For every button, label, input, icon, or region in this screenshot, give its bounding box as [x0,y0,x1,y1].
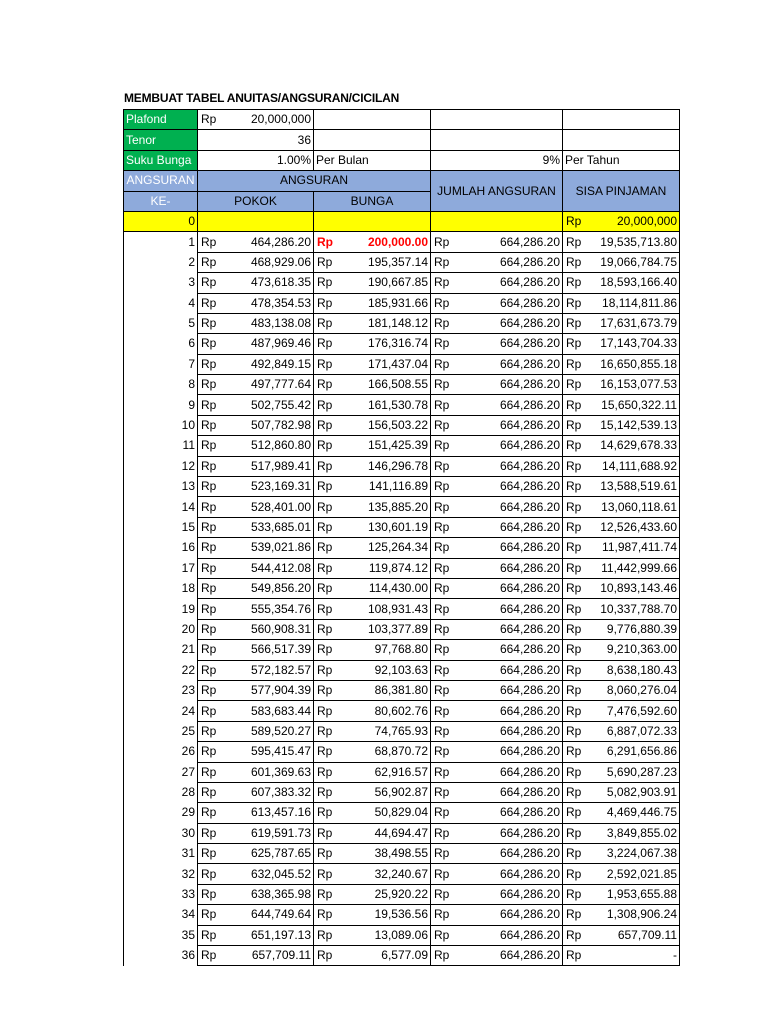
sisa-cell[interactable]: Rp 5,690,287.23 [563,762,680,782]
pokok-cell[interactable]: Rp 487,969.46 [198,334,314,354]
sisa-cell[interactable]: Rp 1,308,906.24 [563,905,680,925]
table-row [124,660,680,680]
row-number[interactable]: 33 [124,884,198,904]
pokok-cell[interactable]: Rp 607,383.32 [198,782,314,802]
table-row [124,823,680,843]
bunga-cell[interactable]: Rp 19,536.56 [314,905,431,925]
pokok-cell[interactable]: Rp 589,520.27 [198,721,314,741]
bunga-cell[interactable]: Rp 195,357.14 [314,252,431,272]
pokok-cell[interactable]: Rp 619,591.73 [198,823,314,843]
pokok-cell[interactable]: Rp 468,929.06 [198,252,314,272]
table-row [124,905,680,925]
row-tenor [124,130,680,150]
bunga-cell[interactable]: Rp 166,508.55 [314,375,431,395]
row-number[interactable]: 11 [124,436,198,456]
jumlah-cell[interactable]: Rp 664,286.20 [431,680,563,700]
jumlah-cell[interactable]: Rp 664,286.20 [431,864,563,884]
row-number[interactable]: 5 [124,313,198,333]
sisa-cell[interactable]: Rp 19,535,713.80 [563,232,680,252]
pokok-cell[interactable]: Rp 572,182.57 [198,660,314,680]
bunga-cell[interactable]: Rp 56,902.87 [314,782,431,802]
row-number[interactable]: 1 [124,232,198,252]
jumlah-cell[interactable]: Rp 664,286.20 [431,395,563,415]
jumlah-cell[interactable]: Rp 664,286.20 [431,884,563,904]
bunga-cell[interactable]: Rp 86,381.80 [314,680,431,700]
bunga-cell[interactable]: Rp 114,430.00 [314,578,431,598]
row-number[interactable]: 16 [124,538,198,558]
bunga-cell[interactable]: Rp 13,089.06 [314,925,431,945]
pokok-cell[interactable]: Rp 492,849.15 [198,354,314,374]
jumlah-cell[interactable]: Rp 664,286.20 [431,742,563,762]
sisa-cell[interactable]: Rp 5,082,903.91 [563,782,680,802]
jumlah-cell[interactable]: Rp 664,286.20 [431,497,563,517]
sisa-cell[interactable]: Rp 16,153,077.53 [563,375,680,395]
bunga-cell[interactable]: Rp 176,316.74 [314,334,431,354]
sisa-cell[interactable]: Rp - [563,946,680,966]
bunga-cell[interactable]: Rp 125,264.34 [314,538,431,558]
table-row [124,293,680,313]
row-number[interactable]: 9 [124,395,198,415]
table-row [124,640,680,660]
jumlah-cell[interactable]: Rp 664,286.20 [431,436,563,456]
jumlah-cell[interactable]: Rp 664,286.20 [431,313,563,333]
table-row [124,742,680,762]
bunga-cell[interactable]: Rp 135,885.20 [314,497,431,517]
sisa-cell[interactable]: Rp 8,638,180.43 [563,660,680,680]
table-row [124,477,680,497]
sisa-cell[interactable]: Rp 13,588,519.61 [563,477,680,497]
jumlah-cell[interactable]: Rp 664,286.20 [431,782,563,802]
bunga-cell[interactable]: Rp 161,530.78 [314,395,431,415]
bunga-cell[interactable]: Rp 130,601.19 [314,517,431,537]
bunga-cell[interactable]: Rp 151,425.39 [314,436,431,456]
row-number[interactable]: 2 [124,252,198,272]
table-row [124,844,680,864]
jumlah-cell[interactable]: Rp 664,286.20 [431,844,563,864]
jumlah-cell[interactable]: Rp 664,286.20 [431,558,563,578]
sisa-cell[interactable]: Rp 15,142,539.13 [563,415,680,435]
pokok-cell[interactable]: Rp 483,138.08 [198,313,314,333]
pokok-cell[interactable]: Rp 566,517.39 [198,640,314,660]
jumlah-cell[interactable]: Rp 664,286.20 [431,334,563,354]
table-row [124,415,680,435]
row-number[interactable]: 31 [124,844,198,864]
row-number[interactable]: 15 [124,517,198,537]
sisa-cell[interactable]: Rp 14,111,688.92 [563,456,680,476]
bunga-cell[interactable]: Rp 171,437.04 [314,354,431,374]
pokok-cell[interactable]: Rp 507,782.98 [198,415,314,435]
bunga-cell[interactable]: Rp 62,916.57 [314,762,431,782]
bunga-cell[interactable]: Rp 92,103.63 [314,660,431,680]
sisa-cell[interactable]: Rp 6,291,656.86 [563,742,680,762]
row-number[interactable]: 22 [124,660,198,680]
sisa-cell[interactable]: Rp 3,849,855.02 [563,823,680,843]
sisa-cell[interactable]: Rp 13,060,118.61 [563,497,680,517]
table-row [124,436,680,456]
row-suku-bunga [124,150,680,170]
bunga-cell[interactable]: Rp 103,377.89 [314,619,431,639]
jumlah-cell[interactable]: Rp 664,286.20 [431,354,563,374]
table-row [124,395,680,415]
table-row [124,354,680,374]
bunga-cell[interactable]: Rp 6,577.09 [314,946,431,966]
bunga-bulan-unit[interactable]: Per Bulan [314,150,431,170]
header-angsuran-ke: ANGSURAN [124,171,198,191]
jumlah-cell[interactable]: Rp 664,286.20 [431,538,563,558]
pokok-cell[interactable]: Rp 638,365.98 [198,884,314,904]
pokok-cell[interactable]: Rp 613,457.16 [198,803,314,823]
sisa-cell[interactable]: Rp 11,442,999.66 [563,558,680,578]
table-row [124,599,680,619]
jumlah-cell[interactable]: Rp 664,286.20 [431,762,563,782]
bunga-cell[interactable]: Rp 119,874.12 [314,558,431,578]
sisa-cell[interactable]: Rp 10,893,143.46 [563,578,680,598]
pokok-cell[interactable]: Rp 595,415.47 [198,742,314,762]
table-row [124,946,680,966]
table-row [124,538,680,558]
pokok-cell[interactable]: Rp 478,354.53 [198,293,314,313]
pokok-cell[interactable]: Rp 539,021.86 [198,538,314,558]
table-row [124,864,680,884]
table-row [124,273,680,293]
jumlah-cell[interactable]: Rp 664,286.20 [431,619,563,639]
sisa-cell[interactable]: Rp 657,709.11 [563,925,680,945]
bunga-cell[interactable]: Rp 44,694.47 [314,823,431,843]
pokok-cell[interactable]: Rp 517,989.41 [198,456,314,476]
jumlah-cell[interactable]: Rp 664,286.20 [431,252,563,272]
table-row [124,925,680,945]
row-0 [124,211,680,231]
row-number[interactable]: 13 [124,477,198,497]
jumlah-cell[interactable]: Rp 664,286.20 [431,701,563,721]
header-bunga: BUNGA [314,191,431,211]
row-number[interactable]: 3 [124,273,198,293]
bunga-cell[interactable]: Rp 38,498.55 [314,844,431,864]
jumlah-cell[interactable]: Rp 664,286.20 [431,375,563,395]
tenor-value[interactable]: 36 [198,130,314,150]
bunga-label: Suku Bunga [124,150,198,170]
jumlah-cell[interactable]: Rp 664,286.20 [431,232,563,252]
row-number[interactable]: 6 [124,334,198,354]
table-row [124,721,680,741]
sisa-cell[interactable]: Rp 11,987,411.74 [563,538,680,558]
jumlah-cell[interactable]: Rp 664,286.20 [431,517,563,537]
plafond-label: Plafond [124,110,198,130]
row-number[interactable]: 32 [124,864,198,884]
jumlah-cell[interactable]: Rp 664,286.20 [431,640,563,660]
pokok-cell[interactable]: Rp 560,908.31 [198,619,314,639]
row-0-no[interactable]: 0 [124,211,198,231]
pokok-cell[interactable]: Rp 583,683.44 [198,701,314,721]
sisa-cell[interactable]: Rp 16,650,855.18 [563,354,680,374]
bunga-cell[interactable]: Rp 156,503.22 [314,415,431,435]
table-row [124,619,680,639]
jumlah-cell[interactable]: Rp 664,286.20 [431,293,563,313]
table-row [124,762,680,782]
tenor-label: Tenor [124,130,198,150]
pokok-cell[interactable]: Rp 533,685.01 [198,517,314,537]
jumlah-cell[interactable]: Rp 664,286.20 [431,273,563,293]
bunga-cell[interactable]: Rp 141,116.89 [314,477,431,497]
table-row [124,375,680,395]
table-row [124,497,680,517]
bunga-tahun-value[interactable]: 9% [431,150,563,170]
amortization-table [123,109,680,966]
table-row [124,558,680,578]
table-row [124,334,680,354]
jumlah-cell[interactable]: Rp 664,286.20 [431,415,563,435]
row-number[interactable]: 25 [124,721,198,741]
row-number[interactable]: 27 [124,762,198,782]
row-number[interactable]: 18 [124,578,198,598]
sisa-cell[interactable]: Rp 3,224,067.38 [563,844,680,864]
bunga-cell[interactable]: Rp 97,768.80 [314,640,431,660]
table-row [124,803,680,823]
row-number[interactable]: 4 [124,293,198,313]
pokok-cell[interactable]: Rp 528,401.00 [198,497,314,517]
bunga-cell[interactable]: Rp 25,920.22 [314,884,431,904]
bunga-cell[interactable]: Rp 74,765.93 [314,721,431,741]
pokok-cell[interactable]: Rp 464,286.20 [198,232,314,252]
row-number[interactable]: 34 [124,905,198,925]
sisa-cell[interactable]: Rp 17,143,704.33 [563,334,680,354]
header-jumlah: JUMLAH ANGSURAN [431,171,563,212]
jumlah-cell[interactable]: Rp 664,286.20 [431,925,563,945]
row-number[interactable]: 14 [124,497,198,517]
sisa-cell[interactable]: Rp 19,066,784.75 [563,252,680,272]
row-number[interactable]: 19 [124,599,198,619]
pokok-cell[interactable]: Rp 544,412.08 [198,558,314,578]
bunga-cell[interactable]: Rp 108,931.43 [314,599,431,619]
table-row [124,701,680,721]
pokok-cell[interactable]: Rp 549,856.20 [198,578,314,598]
sisa-cell[interactable]: Rp 9,210,363.00 [563,640,680,660]
row-number[interactable]: 24 [124,701,198,721]
sisa-cell[interactable]: Rp 1,953,655.88 [563,884,680,904]
plafond-value[interactable]: Rp 20,000,000 [198,110,314,130]
sisa-cell[interactable]: Rp 2,592,021.85 [563,864,680,884]
row-number[interactable]: 26 [124,742,198,762]
jumlah-cell[interactable]: Rp 664,286.20 [431,456,563,476]
pokok-cell[interactable]: Rp 473,618.35 [198,273,314,293]
header-row-1 [124,171,680,191]
jumlah-cell[interactable]: Rp 664,286.20 [431,721,563,741]
bunga-cell[interactable]: Rp 146,296.78 [314,456,431,476]
pokok-cell[interactable]: Rp 555,354.76 [198,599,314,619]
row-number[interactable]: 20 [124,619,198,639]
jumlah-cell[interactable]: Rp 664,286.20 [431,905,563,925]
row-number[interactable]: 28 [124,782,198,802]
pokok-cell[interactable]: Rp 644,749.64 [198,905,314,925]
row-0-sisa[interactable]: Rp 20,000,000 [563,211,680,231]
sisa-cell[interactable]: Rp 18,114,811.86 [563,293,680,313]
row-number[interactable]: 23 [124,680,198,700]
bunga-cell[interactable]: Rp 185,931.66 [314,293,431,313]
pokok-cell[interactable]: Rp 523,169.31 [198,477,314,497]
sisa-cell[interactable]: Rp 12,526,433.60 [563,517,680,537]
row-number[interactable]: 10 [124,415,198,435]
table-row [124,456,680,476]
pokok-cell[interactable]: Rp 651,197.13 [198,925,314,945]
row-number[interactable]: 17 [124,558,198,578]
row-number[interactable]: 29 [124,803,198,823]
sisa-cell[interactable]: Rp 4,469,446.75 [563,803,680,823]
sisa-cell[interactable]: Rp 15,650,322.11 [563,395,680,415]
pokok-cell[interactable]: Rp 497,777.64 [198,375,314,395]
row-plafond [124,110,680,130]
table-row [124,884,680,904]
table-row [124,313,680,333]
table-row [124,232,680,252]
bunga-cell[interactable]: Rp 200,000.00 [314,232,431,252]
jumlah-cell[interactable]: Rp 664,286.20 [431,599,563,619]
table-row [124,517,680,537]
bunga-tahun-unit[interactable]: Per Tahun [563,150,680,170]
jumlah-cell[interactable]: Rp 664,286.20 [431,823,563,843]
jumlah-cell[interactable]: Rp 664,286.20 [431,803,563,823]
pokok-cell[interactable]: Rp 512,860.80 [198,436,314,456]
row-number[interactable]: 36 [124,946,198,966]
pokok-cell[interactable]: Rp 577,904.39 [198,680,314,700]
header-pokok: POKOK [198,191,314,211]
bunga-cell[interactable]: Rp 68,870.72 [314,742,431,762]
jumlah-cell[interactable]: Rp 664,286.20 [431,477,563,497]
row-number[interactable]: 21 [124,640,198,660]
pokok-cell[interactable]: Rp 657,709.11 [198,946,314,966]
table-row [124,252,680,272]
row-number[interactable]: 7 [124,354,198,374]
sisa-cell[interactable]: Rp 17,631,673.79 [563,313,680,333]
bunga-cell[interactable]: Rp 32,240.67 [314,864,431,884]
row-number[interactable]: 35 [124,925,198,945]
jumlah-cell[interactable]: Rp 664,286.20 [431,578,563,598]
jumlah-cell[interactable]: Rp 664,286.20 [431,946,563,966]
jumlah-cell[interactable]: Rp 664,286.20 [431,660,563,680]
row-number[interactable]: 12 [124,456,198,476]
bunga-bulan-value[interactable]: 1.00% [198,150,314,170]
sisa-cell[interactable]: Rp 8,060,276.04 [563,680,680,700]
sisa-cell[interactable]: Rp 6,887,072.33 [563,721,680,741]
table-row [124,578,680,598]
bunga-cell[interactable]: Rp 190,667.85 [314,273,431,293]
bunga-cell[interactable]: Rp 80,602.76 [314,701,431,721]
row-number[interactable]: 30 [124,823,198,843]
table-row [124,680,680,700]
header-ke: KE- [124,191,198,211]
page-title: MEMBUAT TABEL ANUITAS/ANGSURAN/CICILAN [124,91,400,105]
sisa-cell[interactable]: Rp 10,337,788.70 [563,599,680,619]
pokok-cell[interactable]: Rp 625,787.65 [198,844,314,864]
header-angsuran: ANGSURAN [198,171,431,191]
table-row [124,782,680,802]
bunga-cell[interactable]: Rp 181,148.12 [314,313,431,333]
sisa-cell[interactable]: Rp 7,476,592.60 [563,701,680,721]
sisa-cell[interactable]: Rp 18,593,166.40 [563,273,680,293]
pokok-cell[interactable]: Rp 502,755.42 [198,395,314,415]
row-number[interactable]: 8 [124,375,198,395]
pokok-cell[interactable]: Rp 601,369.63 [198,762,314,782]
bunga-cell[interactable]: Rp 50,829.04 [314,803,431,823]
header-sisa: SISA PINJAMAN [563,171,680,212]
pokok-cell[interactable]: Rp 632,045.52 [198,864,314,884]
sisa-cell[interactable]: Rp 14,629,678.33 [563,436,680,456]
sisa-cell[interactable]: Rp 9,776,880.39 [563,619,680,639]
